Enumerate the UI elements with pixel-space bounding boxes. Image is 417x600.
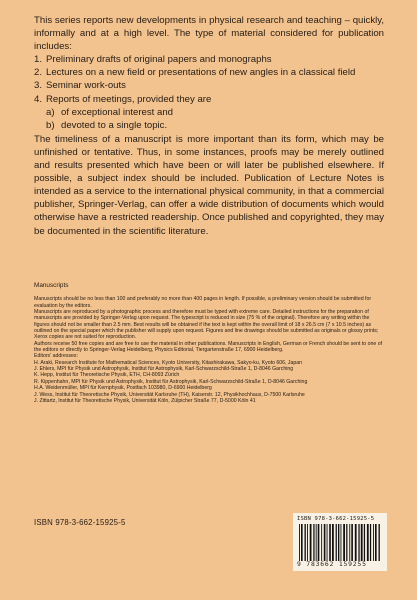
manuscripts-paragraph: Manuscripts are reproduced by a photographic process and therefore must be typed with extreme care. Detailed instructions for the preparation of manuscripts are provided by Springer-Verlag upon request. The typescript is reduced in size (75 % of the original). Therefore any writing within the figures should not be smaller than 2.5 mm. Best results will be obtained if the text is kept within the overall limit of 18 x 26.5 cm (7 x 10.5 inches) as outlined on the special paper which the publisher will supply upon request. Figures and line drawings should be submitted as originals or glossy prints; Xerox copies are not suited for reproduction. [34,309,379,341]
barcode-bar [316,524,317,561]
barcode-digits: 9 783662 159255 [297,560,367,568]
barcode-bar [361,524,363,561]
barcode-bar [349,524,350,561]
barcode-bar [367,524,369,561]
series-description [34,14,384,238]
barcode-bar [324,524,326,561]
list-item: 4. Reports of meetings, provided they are a) of exceptional interest and b) devoted to a single topic. [34,93,384,132]
barcode-bar [310,524,312,561]
barcode-bar [341,524,342,561]
barcode-bar [379,524,380,561]
barcode-bar [299,524,300,561]
barcode-bar [351,524,353,561]
manuscripts-heading: Manuscripts [34,282,69,289]
barcode-bar [332,524,334,561]
barcode [293,513,387,571]
list-item: 3. Seminar work-outs [34,80,126,92]
timeliness-paragraph: The timeliness of a manuscript is more important than its form, which may be unfinished or tentative. Thus, in some instances, proofs may be merely outlined and results presented which have been or will later be published elsewhere. If possible, a subject index should be included. Publication of Lecture Notes is intended as a service to the international physical community, in that a commercial publisher, Springer-Verlag, can offer a wide distribution of documents which would otherwise have a restricted readership. Once published and copyrighted, they may be documented in the scientific literature. [34,133,384,237]
editor-address: H. Araki, Research Institute for Mathematical Sciences, Kyoto University, Kitashirakawa, Sakyo-ku, Kyoto 606, Japan [34,359,303,366]
editor-address: R. Kippenhahn, MPI für Physik und Astrophysik, Institut für Astrophysik, Karl-Schwarzschild-Straße 1, D-8046 Garching [34,378,308,385]
list-item: b) devoted to a single topic. [46,119,168,131]
barcode-bar [343,524,345,561]
barcode-bar [373,524,374,561]
barcode-bar [375,524,377,561]
barcode-bar [336,524,337,561]
barcode-bar [313,524,314,561]
editors-heading: Editors' addresses: [34,353,78,360]
intro-lead: This series reports new developments in physical research and teaching – quickly, informally and at a high level. The type of material considered for publication includes: [34,15,384,53]
barcode-bar [305,524,306,561]
list-item: 2. Lectures on a new field or presentations of new angles in a classical field [34,67,356,79]
barcode-bar [327,524,328,561]
manuscripts-section [34,283,384,404]
editor-address: J. Ehlers, MPI für Physik und Astrophysik, Institut für Astrophysik, Karl-Schwarzschild-Straße 1, D-8046 Garching [34,366,294,373]
isbn-label: ISBN 978-3-662-15925-5 [34,518,126,527]
manuscripts-paragraph: Manuscripts should be no less than 100 and preferably no more than 400 pages in length. If possible, a preliminary version should be submitted for evaluation by the editors. [34,296,372,309]
editor-address: J. Zittartz, Institut für Theoretische Physik, Universität Köln, Zülpicher Straße 77, D-5000 Köln 41 [34,397,256,404]
barcode-bar [355,524,357,561]
manuscripts-paragraph: Authors receive 50 free copies and are free to use the material in other publications. Manuscripts in English, German or French should be sent to one of the editors or directly to Springer-Verlag Heidelberg, Physics Editorial, Tiergartenstraße 17, 6900 Heidelberg. [34,340,383,354]
list-item: a) of exceptional interest and [46,106,174,118]
barcode-bar [346,524,347,561]
barcode-bar [307,524,308,561]
editor-address: K. Hepp, Institut für Theoretische Physik, ETH, CH-8093 Zürich [34,372,180,379]
barcode-bar [318,524,320,561]
editor-address: J. Wess, Institut für Theoretische Physik, Universität Karlsruhe (TH), Kaiserstr. 12, Physikhochhaus, D-7500 Karlsruhe [34,391,305,398]
meeting-conditions [46,106,384,132]
material-list [34,53,384,132]
barcode-bar [364,524,365,561]
barcode-bar [321,524,322,561]
barcode-bar [338,524,339,561]
editor-address: H.A. Weidenmüller, MPI für Kernphysik, Postfach 103980, D-6900 Heidelberg [34,385,212,392]
barcode-bar [358,524,359,561]
barcode-bar [301,524,303,561]
barcode-bar [370,524,371,561]
barcode-bar [329,524,331,561]
list-item: 1. Preliminary drafts of original papers and monographs [34,54,272,66]
barcode-bars [299,524,381,561]
barcode-isbn-text: ISBN 978-3-662-15925-5 [297,516,375,522]
